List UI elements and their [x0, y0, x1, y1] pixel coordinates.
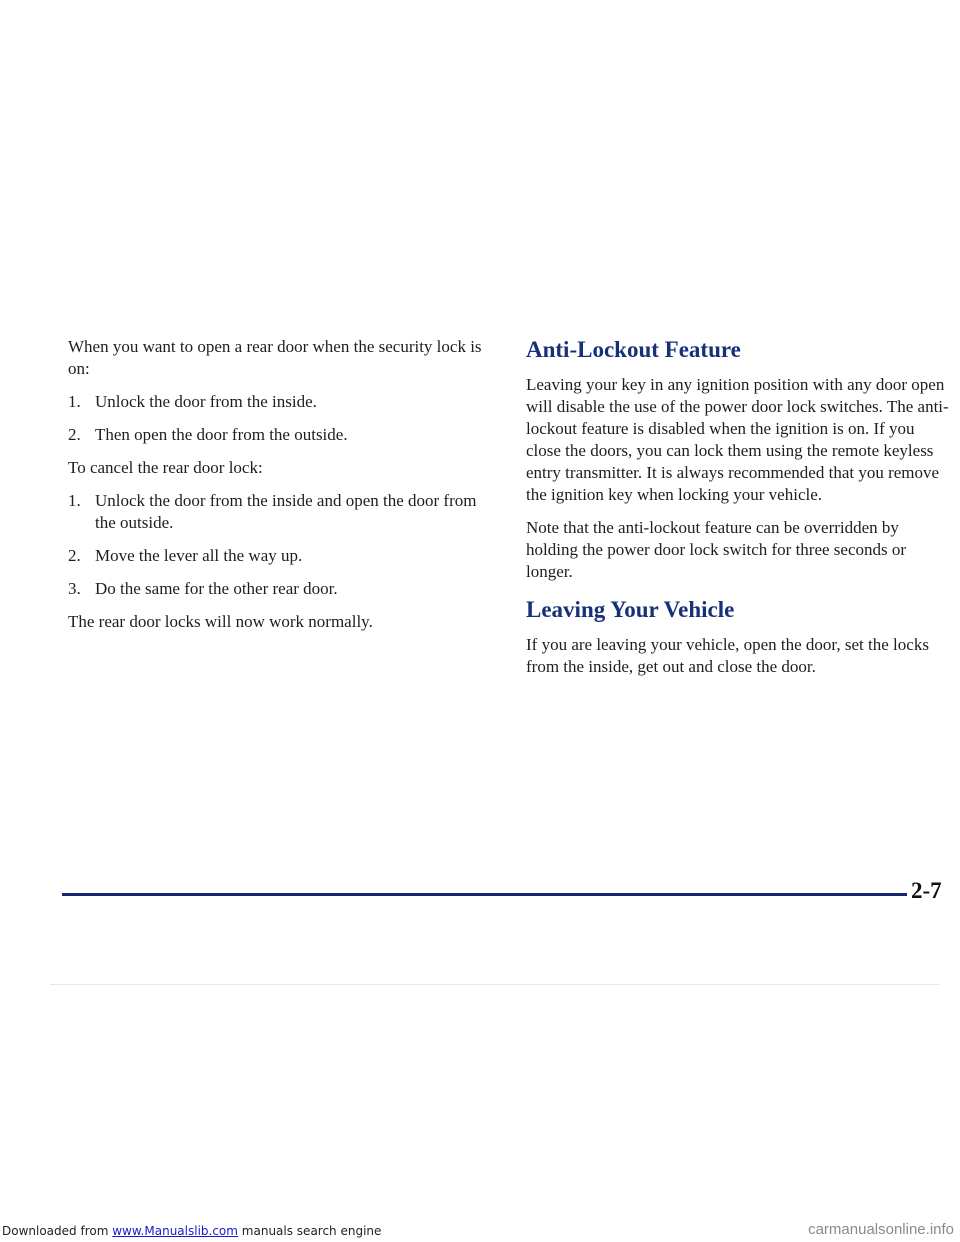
- cancel-intro-paragraph: To cancel the rear door lock:: [68, 458, 263, 477]
- list-number: 3.: [68, 579, 81, 598]
- page-number: 2-7: [911, 878, 942, 903]
- list-item: [68, 424, 488, 446]
- download-credit: [2, 1224, 381, 1238]
- body-paragraph: Leaving your key in any ignition position with any door open will disable the use of the power door lock switches. The anti-lockout feature is disabled when the ignition is on. If you close the doors, you can lock them using the remote keyless entry transmitter. It is always recommended that you remove the ignition key when locking your vehicle.: [526, 375, 949, 504]
- intro-paragraph: When you want to open a rear door when the security lock is on:: [68, 337, 482, 378]
- list-number: 1.: [68, 392, 81, 411]
- list-item: [68, 490, 488, 534]
- page-footer-rule: [62, 893, 907, 896]
- list-item: [68, 545, 488, 567]
- list-number: 2.: [68, 546, 81, 565]
- right-column: [526, 336, 952, 689]
- manualslib-link[interactable]: www.Manualslib.com: [112, 1224, 238, 1238]
- body-paragraph: Note that the anti-lockout feature can be overridden by holding the power door lock switch for three seconds or longer.: [526, 518, 907, 581]
- list-text: Unlock the door from the inside.: [95, 392, 317, 411]
- closing-paragraph: The rear door locks will now work normally.: [68, 612, 373, 631]
- left-column: [68, 336, 488, 644]
- list-text: Move the lever all the way up.: [95, 546, 303, 565]
- section-heading-leaving-vehicle: Leaving Your Vehicle: [526, 597, 735, 622]
- section-heading-anti-lockout: Anti-Lockout Feature: [526, 337, 741, 362]
- list-text: Do the same for the other rear door.: [95, 579, 338, 598]
- download-credit-prefix: Downloaded from: [2, 1224, 109, 1238]
- bleed-through-line: [50, 984, 940, 985]
- download-credit-suffix: manuals search engine: [241, 1224, 382, 1238]
- watermark: carmanualsonline.info: [808, 1221, 954, 1238]
- list-item: [68, 578, 488, 600]
- list-text: Then open the door from the outside.: [95, 425, 348, 444]
- list-item: [68, 391, 488, 413]
- list-number: 1.: [68, 491, 81, 510]
- list-text: Unlock the door from the inside and open the door from the outside.: [95, 491, 477, 532]
- body-paragraph: If you are leaving your vehicle, open the door, set the locks from the inside, get out and close the door.: [526, 635, 929, 676]
- list-number: 2.: [68, 425, 81, 444]
